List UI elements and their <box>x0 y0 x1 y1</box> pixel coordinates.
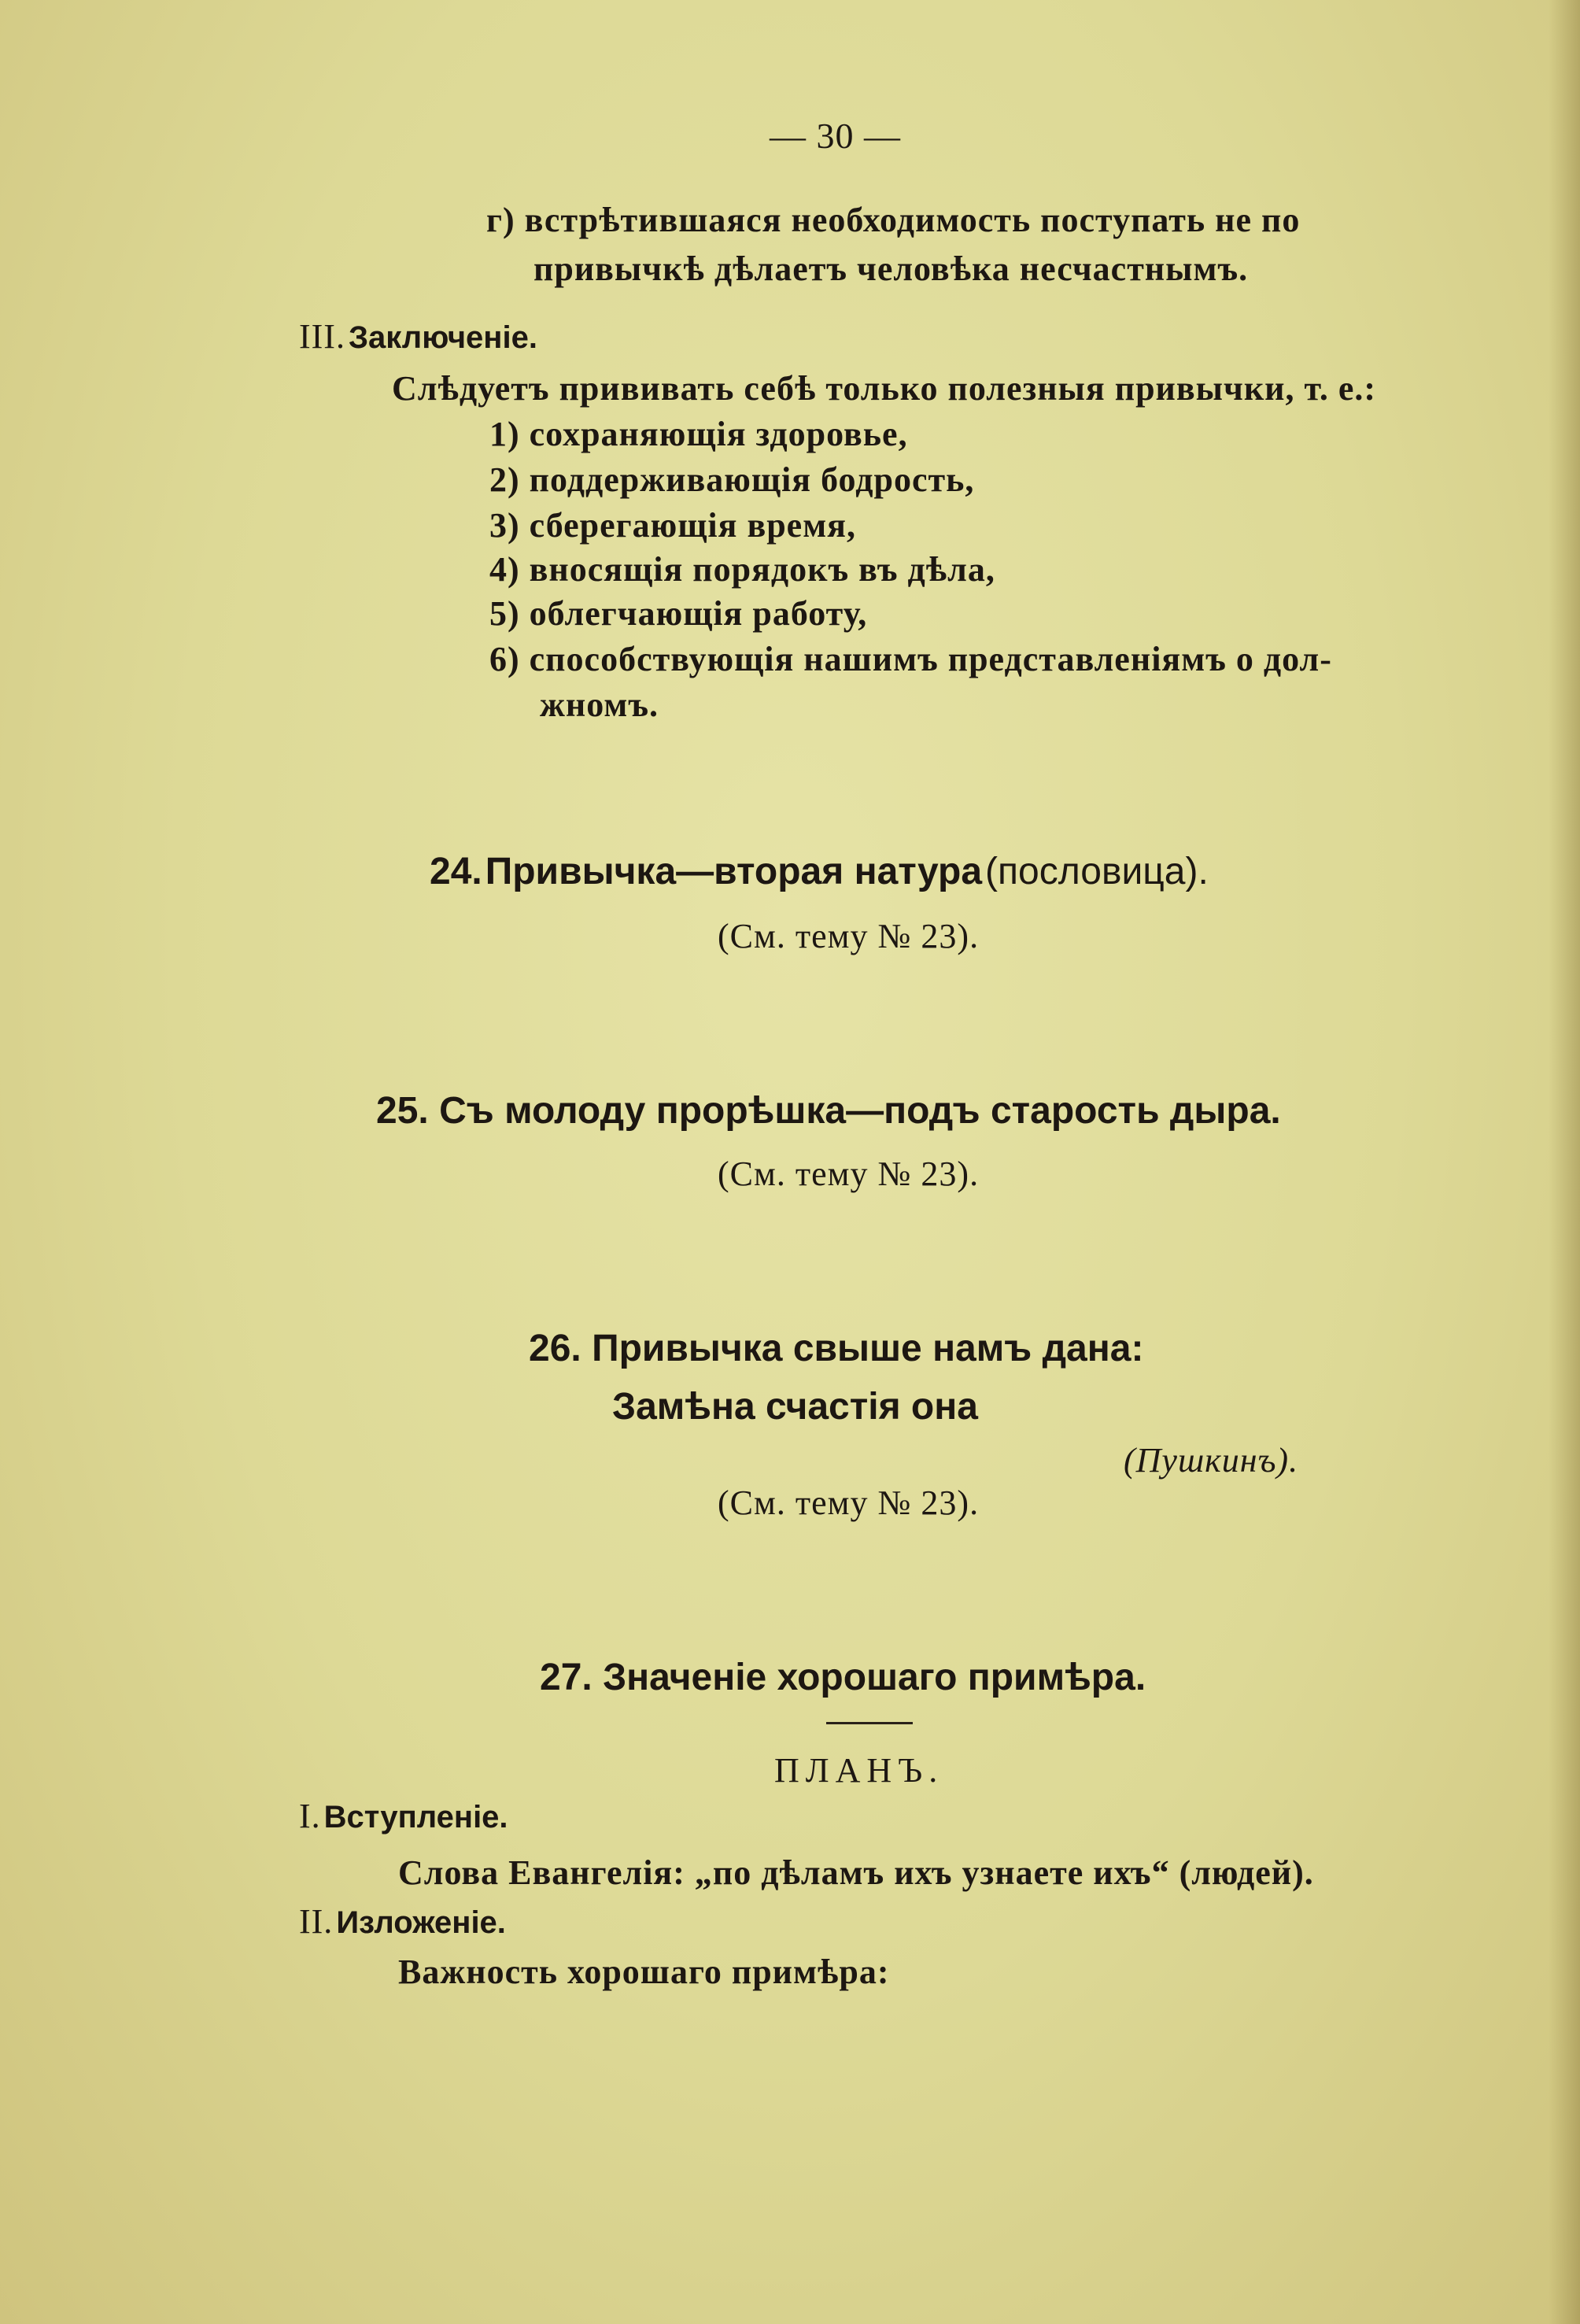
topic-27-number: 27. <box>540 1657 592 1698</box>
topic-26-reference: (См. тему № 23). <box>718 1483 980 1522</box>
topic-24-heading <box>430 850 1209 893</box>
intro-title: Вступленіе. <box>323 1800 508 1834</box>
topic-25-number: 25. <box>376 1090 429 1132</box>
topic-27-heading <box>540 1656 1146 1699</box>
topic-27-title: Значеніе хорошаго примѣра. <box>603 1657 1146 1698</box>
topic-24-note: (пословица). <box>985 851 1209 892</box>
topic-24-title: Привычка—вторая натура <box>485 851 983 892</box>
page-number: — 30 — <box>770 116 901 156</box>
body-heading <box>299 1901 506 1942</box>
list-item: 5) облегчающія работу, <box>489 594 868 633</box>
topic-26-author: (Пушкинъ). <box>1124 1441 1299 1480</box>
topic-25-reference: (См. тему № 23). <box>718 1155 980 1193</box>
section3-title: Заключеніе. <box>348 320 537 355</box>
topic-24-number: 24. <box>430 851 482 892</box>
body-numeral: II. <box>299 1902 334 1941</box>
list-item: 4) вносящія порядокъ въ дѣла, <box>489 550 995 589</box>
list-item: 3) сберегающія время, <box>489 506 856 545</box>
plan-label: ПЛАНЪ. <box>774 1751 944 1790</box>
divider-rule <box>826 1722 913 1724</box>
topic-25-title: Съ молоду прорѣшка—подъ старость дыра. <box>439 1090 1281 1132</box>
topic-24-reference: (См. тему № 23). <box>718 917 980 955</box>
list-item-continuation: жномъ. <box>540 685 659 724</box>
page-edge-shadow <box>1549 0 1580 2324</box>
intro-heading <box>299 1796 508 1836</box>
body-title: Изложеніе. <box>336 1905 506 1940</box>
list-item: 2) поддерживающія бодрость, <box>489 460 975 499</box>
topic-26-title-line2: Замѣна счастія она <box>612 1386 978 1428</box>
list-item: 6) способствующія нашимъ представленіямъ о дол- <box>489 640 1332 678</box>
section3-numeral: III. <box>299 317 345 356</box>
topic-25-heading <box>376 1089 1281 1132</box>
list-item: 1) сохраняющія здоровье, <box>489 415 908 453</box>
topic-26-title-line1: Привычка свыше намъ дана: <box>592 1328 1144 1369</box>
section3-heading <box>299 316 537 357</box>
intro-text: Слова Евангелія: „по дѣламъ ихъ узнаете ихъ“ (людей). <box>398 1853 1314 1892</box>
topic-26-heading-line1 <box>529 1327 1143 1370</box>
item-g-line1: г) встрѣтившаяся необходимость поступать не по <box>486 201 1301 239</box>
section3-lead: Слѣдуетъ прививать себѣ только полезныя привычки, т. е.: <box>392 369 1377 408</box>
item-g-line2: привычкѣ дѣлаетъ человѣка несчастнымъ. <box>533 249 1249 288</box>
topic-26-number: 26. <box>529 1328 581 1369</box>
body-text: Важность хорошаго примѣра: <box>398 1953 890 1991</box>
intro-numeral: I. <box>299 1797 321 1835</box>
